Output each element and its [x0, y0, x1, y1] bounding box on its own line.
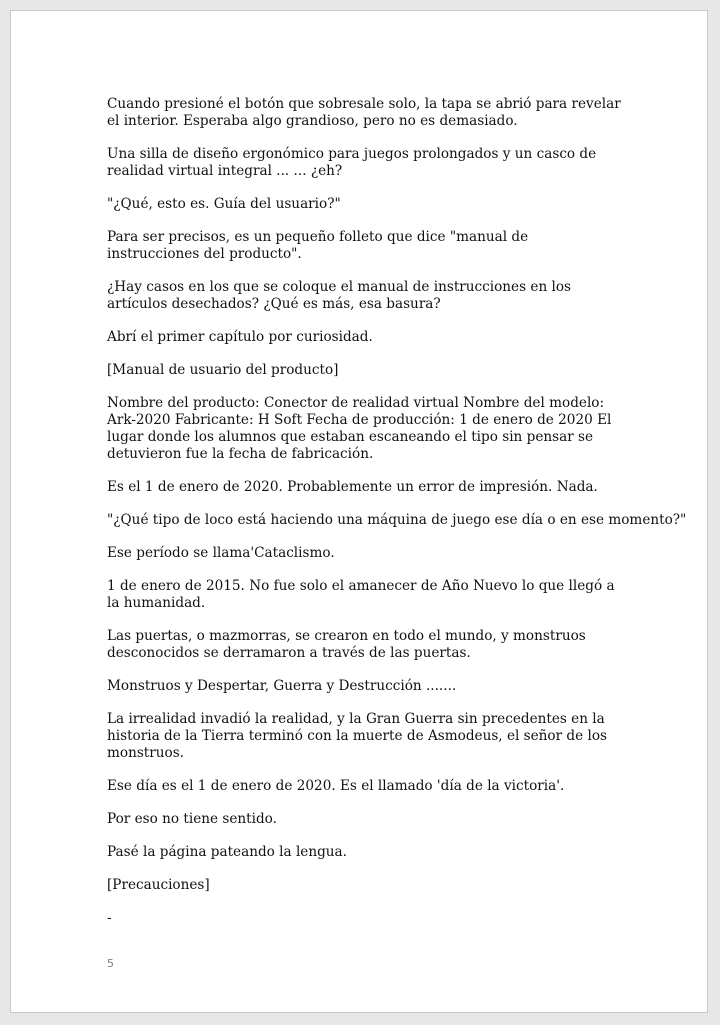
paragraph: ¿Hay casos en los que se coloque el manual de instrucciones en los artículos desechados? ¿Qué es más, esa basura?	[107, 279, 572, 312]
paragraph: Por eso no tiene sentido.	[107, 811, 277, 827]
page-number: 5	[107, 957, 114, 970]
paragraph: Ese período se llama'Cataclismo.	[107, 545, 335, 561]
paragraph: Cuando presioné el botón que sobresale solo, la tapa se abrió para revelar el interior. Esperaba algo grandioso, pero no es demasiado.	[107, 96, 621, 129]
section-heading: [Precauciones]	[107, 877, 210, 893]
paragraph: Monstruos y Despertar, Guerra y Destrucción .......	[107, 678, 457, 694]
paragraph: "¿Qué, esto es. Guía del usuario?"	[107, 196, 341, 212]
paragraph: Las puertas, o mazmorras, se crearon en todo el mundo, y monstruos desconocidos se derramaron a través de las puertas.	[107, 628, 586, 661]
paragraph: Una silla de diseño ergonómico para juegos prolongados y un casco de realidad virtual integral ... ... ¿eh?	[107, 146, 597, 179]
paragraph: Abrí el primer capítulo por curiosidad.	[107, 329, 373, 345]
document-page	[10, 10, 708, 1013]
paragraph: Nombre del producto: Conector de realidad virtual Nombre del modelo: Ark-2020 Fabricante: H Soft Fecha de producción: 1 de enero de 2020 El lugar donde los alumnos que estaban escaneando el tipo sin pensar se detuvieron fue la fecha de fabricación.	[107, 395, 612, 462]
paragraph: Es el 1 de enero de 2020. Probablemente un error de impresión. Nada.	[107, 479, 598, 495]
paragraph: -	[107, 910, 112, 926]
paragraph: La irrealidad invadió la realidad, y la Gran Guerra sin precedentes en la historia de la Tierra terminó con la muerte de Asmodeus, el señor de los monstruos.	[107, 711, 608, 761]
paragraph: 1 de enero de 2015. No fue solo el amanecer de Año Nuevo lo que llegó a la humanidad.	[107, 578, 615, 611]
paragraph: Pasé la página pateando la lengua.	[107, 844, 347, 860]
paragraph: Para ser precisos, es un pequeño folleto que dice "manual de instrucciones del producto".	[107, 229, 529, 262]
paragraph: Ese día es el 1 de enero de 2020. Es el llamado 'día de la victoria'.	[107, 778, 565, 794]
section-heading: [Manual de usuario del producto]	[107, 362, 339, 378]
paragraph: "¿Qué tipo de loco está haciendo una máquina de juego ese día o en ese momento?"	[107, 512, 687, 528]
page-body	[107, 96, 687, 943]
